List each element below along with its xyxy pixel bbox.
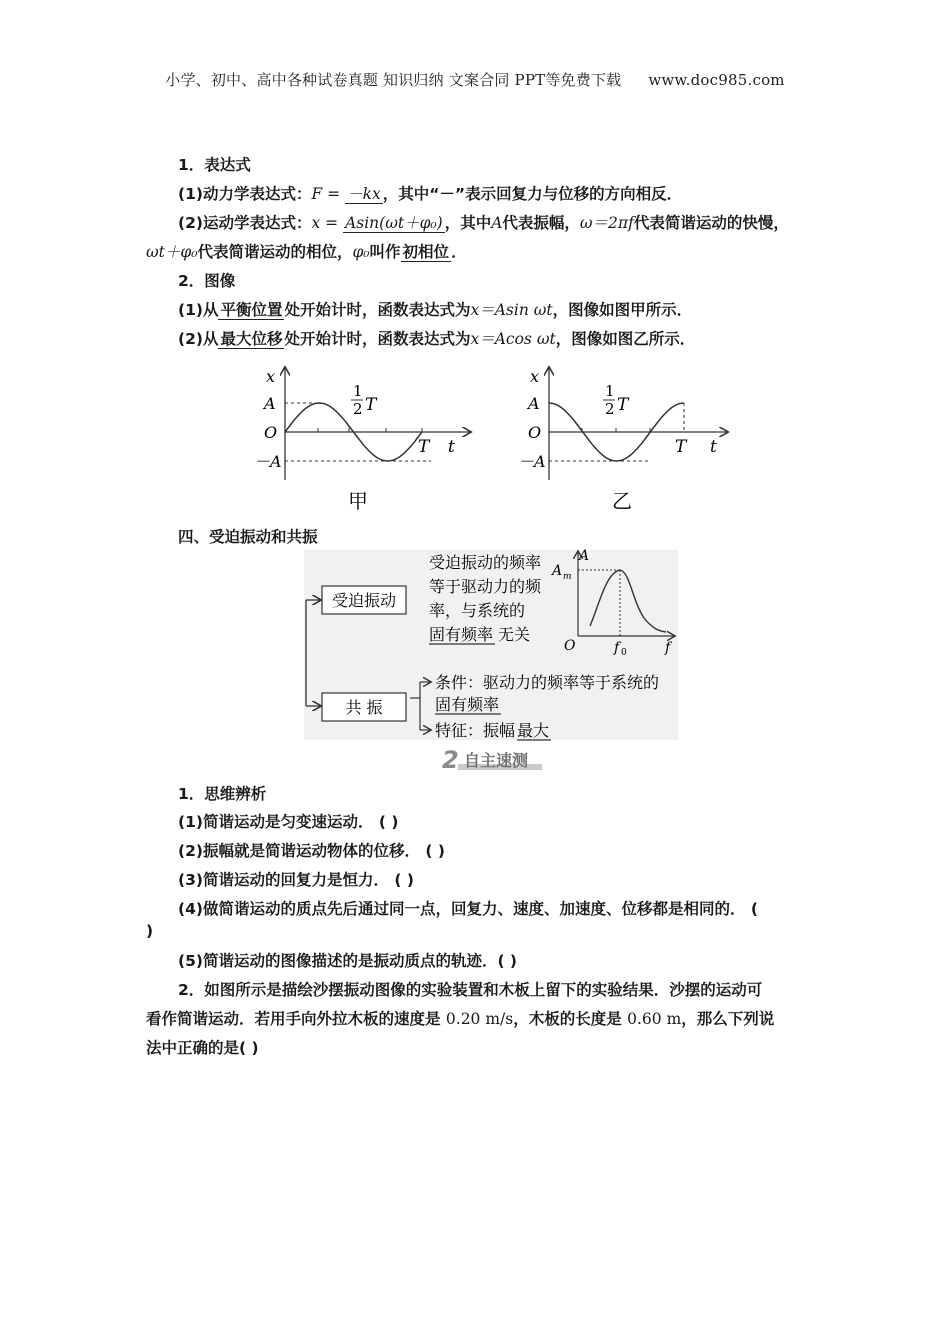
resonance-label: 共 振 <box>345 698 383 717</box>
phase-text-1: 代表简谐运动的相位， <box>197 243 353 261</box>
quiz-item-1: (1)简谐运动是匀变速运动． ( ) <box>178 813 399 831</box>
label-x: x <box>266 367 276 386</box>
graph-line-1 <box>178 298 692 320</box>
answer-max-displacement: 最大位移 <box>220 330 283 348</box>
graph-label-f0-sub: 0 <box>621 648 627 658</box>
condition-line-1: 条件：驱动力的频率等于系统的 <box>435 673 660 692</box>
feature-text: 特征：振幅 <box>435 721 516 740</box>
answer-equilibrium: 平衡位置 <box>220 301 283 319</box>
graph-line-2 <box>178 327 695 349</box>
label-T: T <box>418 437 430 457</box>
dynamics-note: ，其中“－”表示回复力与位移的方向相反． <box>382 185 683 203</box>
answer-initial-phase: 初相位 <box>402 243 450 261</box>
graph-label-f: f <box>665 640 671 656</box>
label-A: A <box>264 394 276 413</box>
expr-cos: x＝Acos ωt <box>470 330 556 348</box>
label-negA: －A <box>254 452 282 471</box>
graph-label-Am: A <box>552 563 563 579</box>
label-t: t <box>710 437 717 457</box>
forced-desc-4b: 无关 <box>498 625 531 644</box>
banner-number: 2 <box>442 746 459 772</box>
section-title-forced: 四、受迫振动和共振 <box>178 528 318 546</box>
graph-sine <box>248 362 478 517</box>
graph2-text-1: (2)从 <box>178 330 219 348</box>
half-den: 2 <box>353 400 363 418</box>
label-x: x <box>530 367 540 386</box>
kinematics-label: (2)运动学表达式： <box>178 214 312 232</box>
kinematics-text-2: 代表振幅， <box>502 214 580 232</box>
section-title-expression: 1．表达式 <box>178 156 251 174</box>
problem2-text-1: 看作简谐运动．若用手向外拉木板的速度是 <box>146 1010 446 1028</box>
dynamics-label: (1)动力学表达式： <box>178 185 312 203</box>
condition-line-2: 固有频率 <box>435 695 500 714</box>
forced-desc-1: 受迫振动的频率 <box>429 553 542 572</box>
label-A: A <box>528 394 540 413</box>
feature-answer: 最大 <box>517 721 550 740</box>
phase-line <box>146 240 467 262</box>
var-phi0: φ₀ <box>352 243 370 261</box>
quiz-item-4: (4)做简谐运动的质点先后通过同一点，回复力、速度、加速度、位移都是相同的． ( <box>178 900 758 918</box>
graph1-text-2: 处开始计时，函数表达式为 <box>284 301 471 319</box>
var-F: F <box>311 185 323 203</box>
kinematics-expression-line <box>178 211 789 233</box>
forced-vibration-label: 受迫振动 <box>331 591 397 610</box>
banner-text: 自主速测 <box>464 751 529 770</box>
label-t: t <box>448 437 455 457</box>
quiz-title: 1．思维辨析 <box>178 785 267 803</box>
problem2-line-3: 法中正确的是( ) <box>146 1039 259 1057</box>
problem2-text-2: ，木板的长度是 <box>513 1010 628 1028</box>
kinematics-text-3: 代表简谐运动的快慢， <box>633 214 789 232</box>
quiz-item-2: (2)振幅就是简谐运动物体的位移． ( ) <box>178 842 445 860</box>
graph2-text-2: 处开始计时，函数表达式为 <box>284 330 471 348</box>
header-text: 小学、初中、高中各种试卷真题 知识归纳 文案合同 PPT等免费下载 <box>165 71 622 89</box>
half-den: 2 <box>605 400 615 418</box>
half-num: 1 <box>605 382 615 400</box>
var-omega: ω＝2πf <box>579 214 634 232</box>
section-title-graph: 2．图像 <box>178 272 236 290</box>
quiz-item-4-cont: ) <box>146 922 154 940</box>
page-header <box>0 69 950 90</box>
speed-value: 0.20 m/s <box>445 1010 514 1028</box>
half-T: T <box>617 395 629 415</box>
quiz-item-3: (3)简谐运动的回复力是恒力． ( ) <box>178 871 414 889</box>
banner-graphic <box>440 744 544 772</box>
label-O: O <box>528 423 542 442</box>
quiz-item-5: (5)简谐运动的图像描述的是振动质点的轨迹．( ) <box>178 952 518 970</box>
caption-yi: 乙 <box>612 489 632 513</box>
graph1-text-3: ，图像如图甲所示． <box>552 301 693 319</box>
forced-resonance-diagram <box>302 548 682 776</box>
problem2-text-3: ，那么下列说 <box>681 1010 775 1028</box>
label-O: O <box>264 423 278 442</box>
phase-text-2: 叫作 <box>369 243 401 261</box>
var-x: x <box>311 214 321 232</box>
problem2-line-1: 2．如图所示是描绘沙摆振动图像的实验装置和木板上留下的实验结果．沙摆的运动可 <box>178 981 763 999</box>
caption-jia: 甲 <box>348 489 368 513</box>
equals-sign: = <box>320 214 344 232</box>
graph1-text-1: (1)从 <box>178 301 219 319</box>
equals-sign: = <box>322 185 346 203</box>
graph-label-O: O <box>564 638 576 654</box>
self-test-banner <box>440 744 544 772</box>
forced-desc-3: 率，与系统的 <box>429 601 526 620</box>
var-A: A <box>491 214 503 232</box>
period-mark: ． <box>451 243 467 261</box>
forced-desc-2: 等于驱动力的频 <box>429 577 542 596</box>
forced-desc-4a: 固有频率 <box>429 625 494 644</box>
dynamics-expression-line <box>178 182 682 204</box>
half-num: 1 <box>353 382 363 400</box>
label-negA: －A <box>518 452 546 471</box>
kinematics-text-1: ，其中 <box>444 214 492 232</box>
graph-label-Am-sub: m <box>563 572 572 582</box>
header-site-link[interactable]: www.doc985.com <box>648 71 785 89</box>
expr-sin: x＝Asin ωt <box>470 301 553 319</box>
graph2-text-3: ，图像如图乙所示． <box>555 330 696 348</box>
label-T: T <box>675 437 687 457</box>
answer-Asin: Asin(ωt＋φ₀) <box>345 214 443 232</box>
var-phase: ωt＋φ₀ <box>146 243 198 261</box>
graph-cosine <box>512 362 742 517</box>
answer-minus-kx: －kx <box>347 185 381 203</box>
half-T: T <box>365 395 377 415</box>
graph-label-f0: f <box>614 640 620 656</box>
problem2-line-2 <box>146 1007 774 1029</box>
length-value: 0.60 m <box>627 1010 682 1028</box>
graph-label-A: A <box>579 548 590 564</box>
